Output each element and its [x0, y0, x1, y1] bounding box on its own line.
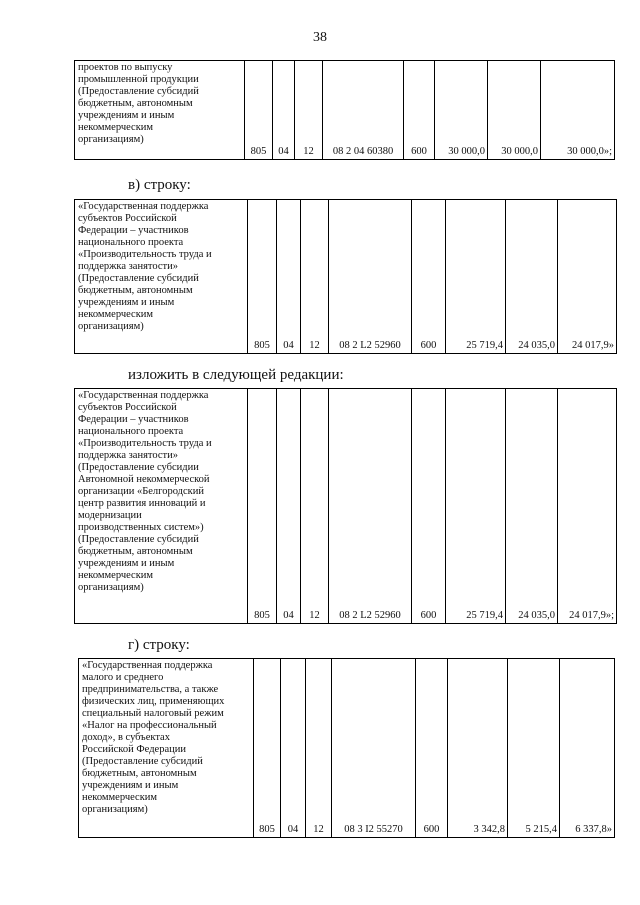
row-description-text: «Государственная поддержка малого и среднего предпринимательства, а также физических лиц, применяющих специальный налоговый режим «Налог на профессиональный доход», в субъектах Российской Федерации (Предоставление субсидий бюджетным, автономным учреждениям и иным некоммерческим организациям)	[82, 660, 225, 815]
row-description	[75, 389, 248, 624]
code-ministry: 805	[248, 200, 277, 354]
amount-year-3: 24 017,9»	[558, 200, 617, 354]
code-ministry: 805	[254, 659, 281, 838]
row-description-text: «Государственная поддержка субъектов Российской Федерации – участников национального проекта «Производительность труда и поддержка занятости» (Предоставление субсидии Автономной некоммерческой организации «Белгородский центр развития инноваций и модернизации производственных систем») (Предоставление субсидий бюджетным, автономным учреждениям и иным некоммерческим организациям)	[78, 390, 212, 593]
budget-table-3	[74, 388, 617, 624]
page-number: 38	[313, 30, 327, 45]
table-row	[75, 389, 617, 624]
section-label-edit: изложить в следующей редакции:	[128, 367, 344, 383]
budget-table-1	[74, 60, 615, 160]
amount-year-2: 24 035,0	[506, 200, 558, 354]
amount-year-2: 5 215,4	[508, 659, 560, 838]
expense-type: 600	[416, 659, 448, 838]
target-article: 08 3 I2 55270	[332, 659, 416, 838]
code-section: 04	[273, 61, 295, 160]
row-description	[75, 61, 245, 160]
code-subsection: 12	[306, 659, 332, 838]
section-label-g: г) строку:	[128, 637, 190, 653]
expense-type: 600	[412, 389, 446, 624]
code-section: 04	[277, 389, 301, 624]
row-description	[79, 659, 254, 838]
code-subsection: 12	[295, 61, 323, 160]
budget-table-2	[74, 199, 617, 354]
amount-year-1: 30 000,0	[435, 61, 488, 160]
amount-year-3: 24 017,9»;	[558, 389, 617, 624]
expense-type: 600	[412, 200, 446, 354]
amount-year-3: 30 000,0»;	[541, 61, 615, 160]
code-subsection: 12	[301, 200, 329, 354]
code-ministry: 805	[248, 389, 277, 624]
target-article: 08 2 04 60380	[323, 61, 404, 160]
row-description-text: проектов по выпуску промышленной продукции (Предоставление субсидий бюджетным, автономным учреждениям и иным некоммерческим организациям)	[78, 62, 199, 145]
target-article: 08 2 L2 52960	[329, 200, 412, 354]
amount-year-1: 25 719,4	[446, 200, 506, 354]
amount-year-1: 3 342,8	[448, 659, 508, 838]
table-row	[75, 200, 617, 354]
amount-year-1: 25 719,4	[446, 389, 506, 624]
amount-year-2: 30 000,0	[488, 61, 541, 160]
expense-type: 600	[404, 61, 435, 160]
budget-table-4	[78, 658, 615, 838]
table-row	[79, 659, 615, 838]
table-row	[75, 61, 615, 160]
row-description	[75, 200, 248, 354]
row-description-text: «Государственная поддержка субъектов Российской Федерации – участников национального проекта «Производительность труда и поддержка занятости» (Предоставление субсидий бюджетным, автономным учреждениям и иным некоммерческим организациям)	[78, 201, 212, 332]
section-label-v: в) строку:	[128, 177, 191, 193]
code-section: 04	[281, 659, 306, 838]
code-ministry: 805	[245, 61, 273, 160]
amount-year-3: 6 337,8»	[560, 659, 615, 838]
amount-year-2: 24 035,0	[506, 389, 558, 624]
target-article: 08 2 L2 52960	[329, 389, 412, 624]
code-section: 04	[277, 200, 301, 354]
code-subsection: 12	[301, 389, 329, 624]
